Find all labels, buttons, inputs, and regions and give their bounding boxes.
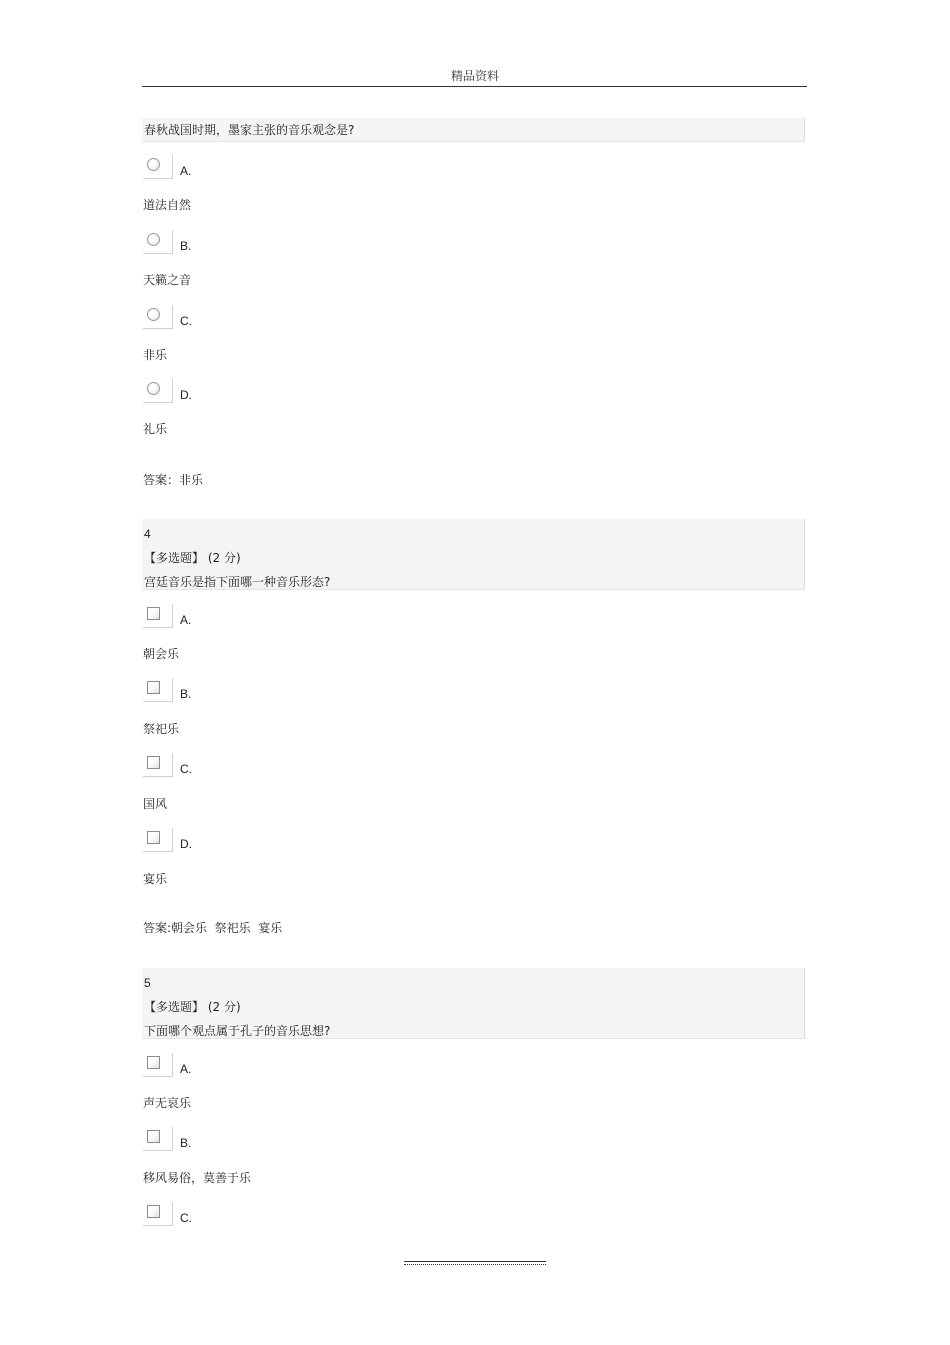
- option-letter: B.: [180, 1136, 192, 1150]
- question-4-answer: 答案:朝会乐 祭祀乐 宴乐: [143, 921, 283, 935]
- option-text: 宴乐: [143, 872, 168, 886]
- option-letter: A.: [180, 1062, 192, 1076]
- radio-button[interactable]: [147, 308, 160, 321]
- option-text: 非乐: [143, 348, 168, 362]
- footer-divider: [404, 1261, 546, 1262]
- question-5-header: [142, 968, 805, 1039]
- question-5-text: 下面哪个观点属于孔子的音乐思想?: [144, 1024, 331, 1038]
- question-type: 【多选题】 (2 分): [144, 551, 241, 565]
- question-3-answer: 答案：非乐: [143, 473, 204, 487]
- option-letter: D.: [180, 388, 192, 402]
- question-3-option-d[interactable]: [143, 379, 263, 409]
- question-5-option-b[interactable]: [143, 1127, 263, 1157]
- option-text: 祭祀乐: [143, 722, 180, 736]
- question-3-option-a[interactable]: [143, 155, 263, 185]
- question-number: 4: [144, 527, 151, 541]
- checkbox[interactable]: [147, 607, 160, 620]
- option-letter: B.: [180, 687, 192, 701]
- question-5-option-c[interactable]: [143, 1202, 263, 1232]
- question-3-header: [142, 118, 805, 142]
- option-letter: B.: [180, 239, 192, 253]
- option-text: 声无哀乐: [143, 1096, 192, 1110]
- radio-button[interactable]: [147, 233, 160, 246]
- question-5-option-a[interactable]: [143, 1053, 263, 1083]
- question-4-option-d[interactable]: [143, 828, 263, 858]
- option-text: 国风: [143, 797, 168, 811]
- checkbox[interactable]: [147, 756, 160, 769]
- checkbox[interactable]: [147, 831, 160, 844]
- option-letter: A.: [180, 164, 192, 178]
- question-4-header: [142, 519, 805, 590]
- option-text: 移风易俗，莫善于乐: [143, 1171, 252, 1185]
- option-letter: C.: [180, 762, 192, 776]
- question-4-option-b[interactable]: [143, 678, 263, 708]
- option-text: 道法自然: [143, 198, 192, 212]
- checkbox[interactable]: [147, 1130, 160, 1143]
- page-header-title: 精品资料: [450, 69, 499, 83]
- question-3-text: 春秋战国时期，墨家主张的音乐观念是?: [144, 123, 355, 137]
- checkbox[interactable]: [147, 1056, 160, 1069]
- option-letter: A.: [180, 613, 192, 627]
- question-4-text: 宫廷音乐是指下面哪一种音乐形态?: [144, 575, 331, 589]
- option-letter: C.: [180, 1211, 192, 1225]
- checkbox[interactable]: [147, 1205, 160, 1218]
- radio-button[interactable]: [147, 158, 160, 171]
- checkbox[interactable]: [147, 681, 160, 694]
- option-text: 天籁之音: [143, 273, 192, 287]
- option-letter: D.: [180, 837, 192, 851]
- option-letter: C.: [180, 314, 192, 328]
- header-divider: [142, 86, 807, 87]
- question-3-option-c[interactable]: [143, 305, 263, 335]
- question-4-option-c[interactable]: [143, 753, 263, 783]
- footer-dotted-line: [404, 1264, 546, 1265]
- radio-button[interactable]: [147, 382, 160, 395]
- option-text: 礼乐: [143, 422, 168, 436]
- question-3-option-b[interactable]: [143, 230, 263, 260]
- question-4-option-a[interactable]: [143, 604, 263, 634]
- question-number: 5: [144, 976, 151, 990]
- option-text: 朝会乐: [143, 647, 180, 661]
- question-type: 【多选题】 (2 分): [144, 1000, 241, 1014]
